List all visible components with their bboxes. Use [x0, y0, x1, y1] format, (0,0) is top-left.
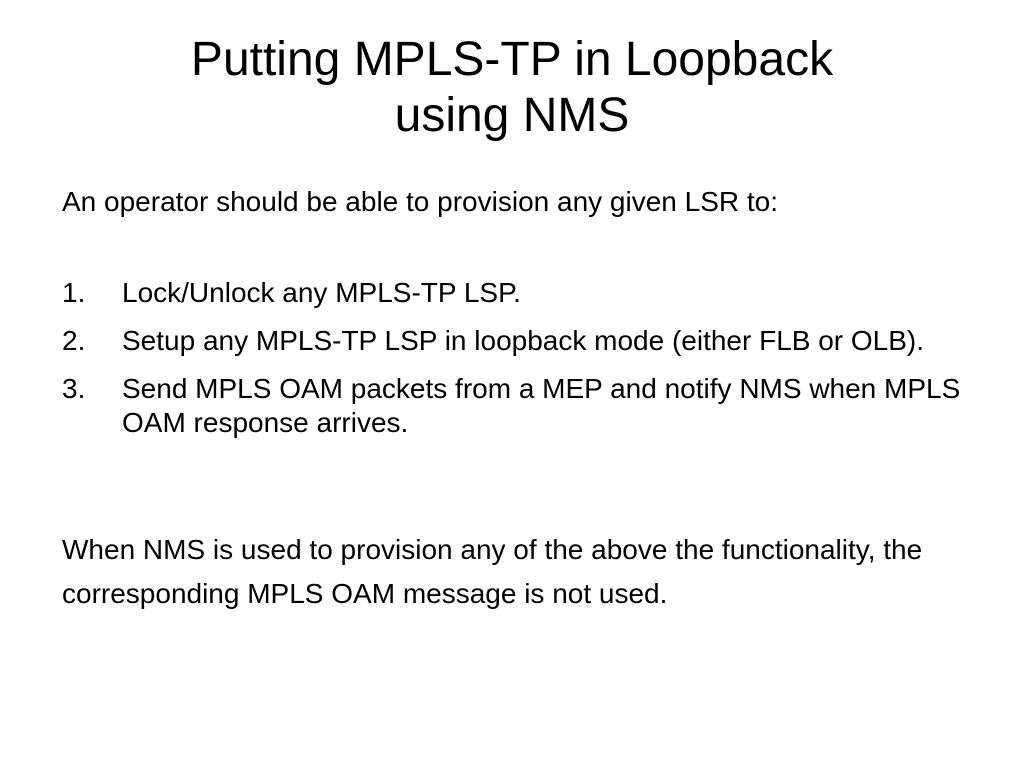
step-item-2	[62, 324, 982, 358]
intro-text: An operator should be able to provision any given LSR to:	[62, 186, 779, 217]
step-text: Send MPLS OAM packets from a MEP and notify NMS when MPLS OAM response arrives.	[122, 373, 961, 438]
step-list	[62, 276, 982, 454]
step-number: 3.	[62, 373, 86, 404]
slide-title	[0, 32, 1024, 144]
step-text: Lock/Unlock any MPLS-TP LSP.	[122, 277, 521, 308]
step-item-1	[62, 276, 982, 310]
slide-body	[62, 184, 982, 609]
closing-text: When NMS is used to provision any of the above the functionality, the corresponding MPLS OAM message is not used.	[62, 534, 923, 609]
title-line-2: using NMS	[394, 89, 630, 142]
step-item-3	[62, 372, 982, 440]
step-number: 2.	[62, 325, 86, 356]
step-text: Setup any MPLS-TP LSP in loopback mode (either FLB or OLB).	[122, 325, 925, 356]
title-line-1: Putting MPLS-TP in Loopback	[190, 33, 834, 86]
step-number: 1.	[62, 277, 86, 308]
